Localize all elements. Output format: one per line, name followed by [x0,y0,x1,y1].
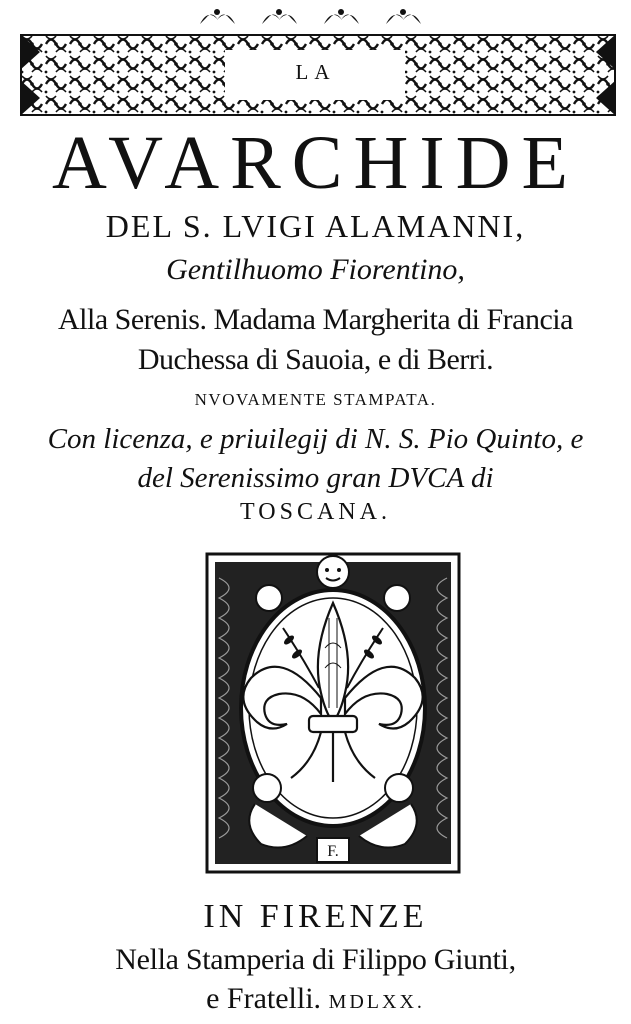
device-label: F. [327,843,339,860]
imprint-place: IN FIRENZE [203,898,428,935]
license-line-2: del Serenissimo gran DVCA di [137,462,494,494]
dedication-line-1: Alla Serenis. Madama Margherita di Francia [58,303,573,336]
imprint-printer: Nella Stamperia di Filippo Giunti, [115,943,516,976]
author-qualifier: Gentilhuomo Fiorentino, [166,253,465,286]
imprint-printer-line-2 [0,982,631,1016]
author-line: DEL S. LVIGI ALAMANNI, [105,208,526,244]
fleuron-ornament-icon [190,4,440,32]
imprint-fratelli: e Fratelli. [206,982,322,1015]
article-la: LA [295,60,336,84]
book-title: AVARCHIDE [52,121,579,205]
edition-note: NVOVAMENTE STAMPATA. [194,390,437,409]
license-line-1: Con licenza, e priuilegij di N. S. Pio Quinto, e [47,423,584,455]
printers-device-fleur-de-lis-icon [205,548,461,878]
license-line-3: TOSCANA. [240,499,391,525]
imprint-year: MDLXX. [328,991,425,1013]
dedication-line-2: Duchessa di Sauoia, e di Berri. [137,343,494,376]
